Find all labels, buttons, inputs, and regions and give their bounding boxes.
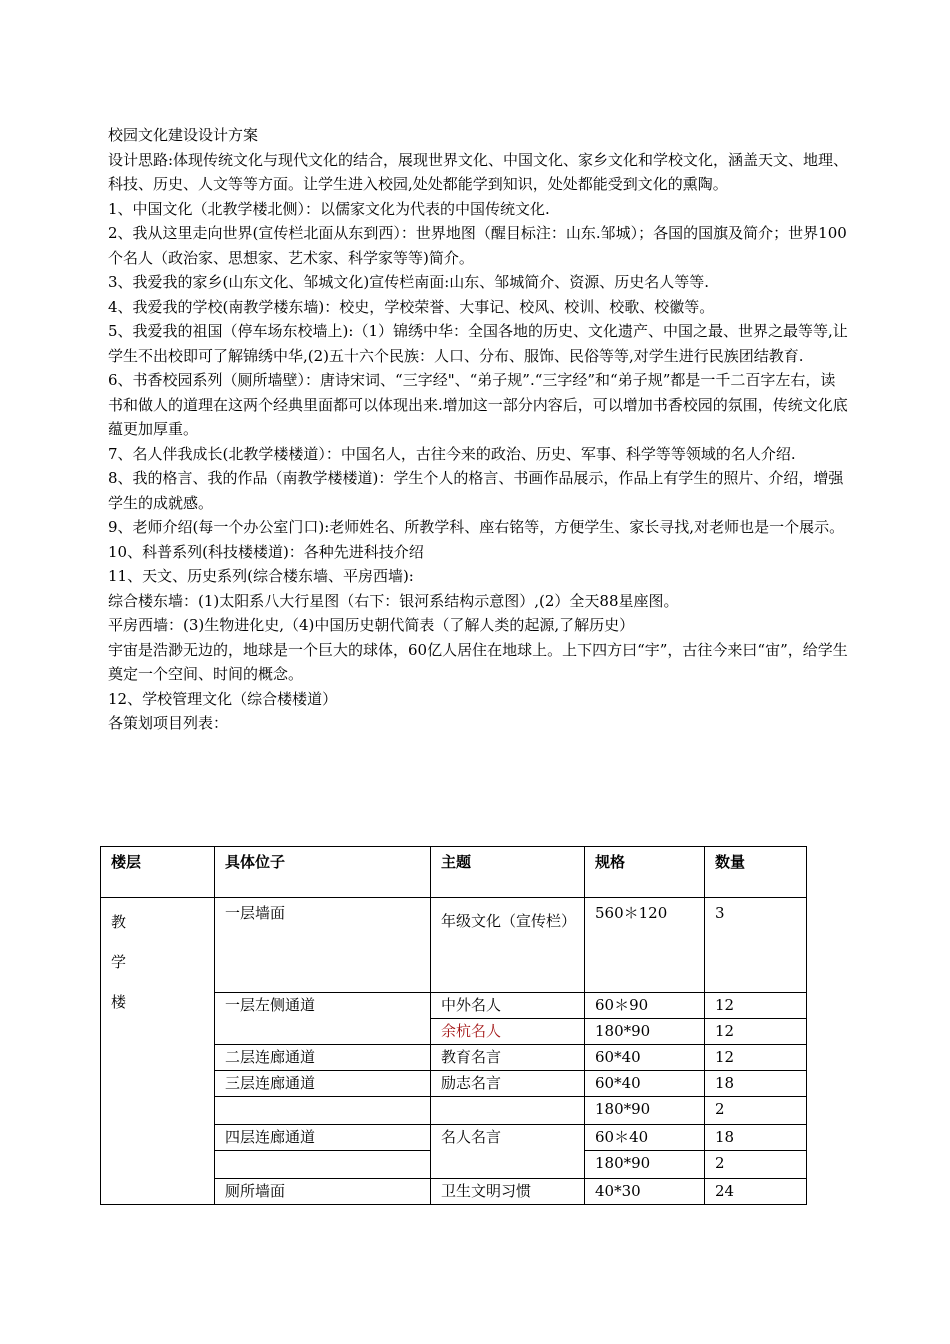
document-title: 校园文化建设设计方案 [108, 126, 259, 144]
table-header-row [101, 847, 807, 898]
paragraph: 宇宙是浩渺无边的，地球是一个巨大的球体，60亿人居住在地球上。上下四方曰“宇”，古往今来曰“宙”，给学生奠定一个空间、时间的概念。 [108, 640, 848, 683]
qty-cell: 18 [705, 1125, 807, 1151]
spec-cell: 560＊120 [585, 898, 705, 993]
paragraph: 4、我爱我的学校(南教学楼东墙)：校史，学校荣誉、大事记、校风、校训、校歌、校徽等。 [108, 297, 715, 316]
header-spec: 规格 [585, 847, 705, 898]
paragraph: 11、天文、历史系列(综合楼东墙、平房西墙): [108, 567, 414, 585]
spec-cell: 180*90 [585, 1097, 705, 1125]
location-cell: 二层连廊通道 [215, 1045, 431, 1071]
qty-cell: 18 [705, 1071, 807, 1097]
location-cell: 一层左侧通道 [215, 993, 431, 1045]
paragraph: 3、我爱我的家乡(山东文化、邹城文化)宣传栏南面:山东、邹城简介、资源、历史名人等等. [108, 273, 710, 291]
theme-cell: 卫生文明习惯 [431, 1179, 585, 1205]
floor-char: 教 [111, 913, 127, 931]
spec-cell: 180*90 [585, 1151, 705, 1179]
spec-cell: 60*40 [585, 1045, 705, 1071]
paragraph: 平房西墙：(3)生物进化史,（4)中国历史朝代简表（了解人类的起源,了解历史） [108, 616, 635, 634]
header-theme: 主题 [431, 847, 585, 898]
theme-cell [431, 1097, 585, 1125]
location-cell: 三层连廊通道 [215, 1071, 431, 1097]
paragraph: 综合楼东墙：(1)太阳系八大行星图（右下：银河系结构示意图）,(2）全天88星座图。 [108, 591, 679, 610]
paragraph: 10、科普系列(科技楼楼道)：各种先进科技介绍 [108, 542, 424, 561]
qty-cell: 12 [705, 993, 807, 1019]
table-row [101, 898, 807, 993]
floor-char: 学 [111, 953, 127, 971]
location-cell [215, 1097, 431, 1125]
spec-cell: 60＊90 [585, 993, 705, 1019]
qty-cell: 12 [705, 1019, 807, 1045]
header-floor: 楼层 [101, 847, 215, 898]
paragraph: 7、名人伴我成长(北教学楼楼道）：中国名人，古往今来的政治、历史、军事、科学等等领域的名人介绍. [108, 444, 796, 463]
qty-cell: 24 [705, 1179, 807, 1205]
location-cell: 一层墙面 [215, 898, 431, 993]
spec-cell: 60*40 [585, 1071, 705, 1097]
floor-char: 楼 [111, 993, 127, 1011]
theme-cell: 中外名人 [431, 993, 585, 1019]
location-cell: 四层连廊通道 [215, 1125, 431, 1151]
project-table [100, 846, 807, 1205]
body-text [108, 123, 850, 736]
paragraph: 1、中国文化（北教学楼北侧）：以儒家文化为代表的中国传统文化. [108, 199, 550, 218]
paragraph: 设计思路:体现传统文化与现代文化的结合，展现世界文化、中国文化、家乡文化和学校文化，涵盖天文、地理、科技、历史、人文等等方面。让学生进入校园,处处都能学到知识，处处都能受到文化的熏陶。 [108, 150, 849, 193]
theme-cell: 名人名言 [431, 1125, 585, 1179]
table-caption: 各策划项目列表： [108, 714, 229, 732]
theme-cell: 励志名言 [431, 1071, 585, 1097]
paragraph: 8、我的格言、我的作品（南教学楼楼道)：学生个人的格言、书画作品展示，作品上有学生的照片、介绍，增强学生的成就感。 [108, 469, 844, 512]
qty-cell: 12 [705, 1045, 807, 1071]
header-qty: 数量 [705, 847, 807, 898]
paragraph: 12、学校管理文化（综合楼楼道） [108, 689, 338, 708]
header-location: 具体位子 [215, 847, 431, 898]
spec-cell: 60＊40 [585, 1125, 705, 1151]
location-cell [215, 1151, 431, 1179]
location-cell: 厕所墙面 [215, 1179, 431, 1205]
floor-cell [101, 898, 215, 1205]
qty-cell: 2 [705, 1151, 807, 1179]
spec-cell: 40*30 [585, 1179, 705, 1205]
theme-cell: 教育名言 [431, 1045, 585, 1071]
qty-cell: 2 [705, 1097, 807, 1125]
paragraph: 9、老师介绍(每一个办公室门口):老师姓名、所教学科、座右铭等，方便学生、家长寻找,对老师也是一个展示。 [108, 518, 845, 536]
paragraph: 5、我爱我的祖国（停车场东校墙上):（1）锦绣中华：全国各地的历史、文化遗产、中国之最、世界之最等等,让学生不出校即可了解锦绣中华,(2)五十六个民族：人口、分布、服饰、民俗等等,对学生进行民族团结教育. [108, 322, 848, 365]
paragraph: 6、书香校园系列（厕所墙壁）：唐诗宋词、“三字经"、“弟子规”.“三字经”和“弟子规”都是一千二百字左右，读书和做人的道理在这两个经典里面都可以体现出来.增加这一部分内容后，可以增加书香校园的氛围，传统文化底蕴更加厚重。 [108, 371, 848, 438]
spec-cell: 180*90 [585, 1019, 705, 1045]
qty-cell: 3 [705, 898, 807, 993]
theme-cell: 年级文化（宣传栏） [431, 898, 585, 993]
theme-cell: 余杭名人 [431, 1019, 585, 1045]
paragraph: 2、我从这里走向世界(宣传栏北面从东到西）：世界地图（醒目标注：山东.邹城）；各国的国旗及简介；世界100个名人（政治家、思想家、艺术家、科学家等等)简介。 [108, 224, 847, 267]
